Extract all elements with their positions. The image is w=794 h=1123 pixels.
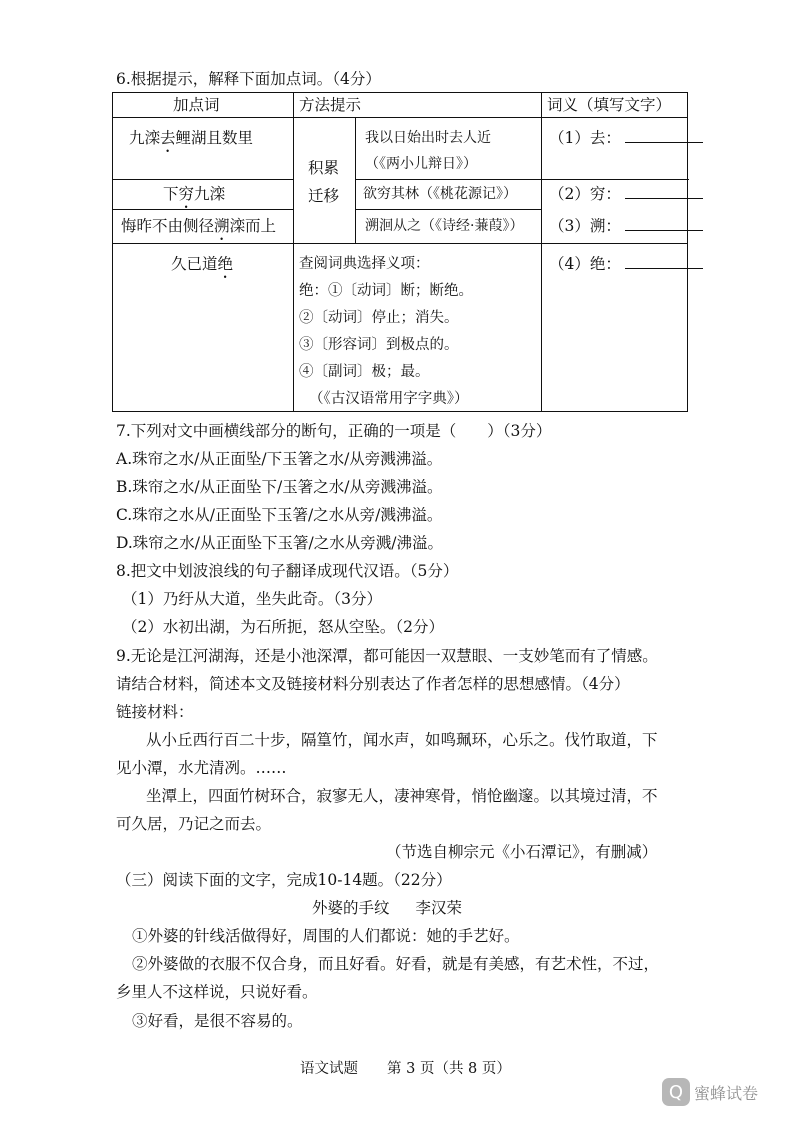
q8-item-2: （2）水初出湖，为石所扼，怒从空坠。（2分） xyxy=(122,618,444,636)
q7-option-a[interactable]: A.珠帘之水/从正面坠/下玉箸之水/从旁溅沸溢。 xyxy=(116,450,443,468)
q9-line-1: 9.无论是江河湖海，还是小池深潭，都可能因一双慧眼、一支妙笔而有了情感。 xyxy=(116,647,658,665)
article-author: 李汉荣 xyxy=(415,899,463,917)
row4-hint-line-5: ④〔副词〕极；最。 xyxy=(299,364,430,380)
q9-material-para2-b: 可久居，乃记之而去。 xyxy=(116,815,272,833)
watermark-logo xyxy=(662,1078,758,1106)
row2-phrase: 下穷九滦 xyxy=(163,185,226,203)
row2-answer: （2）穷： xyxy=(549,183,703,205)
q9-material-para1-a: 从小丘西行百二十步，隔篁竹，闻水声，如鸣珮环，心乐之。伐竹取道，下 xyxy=(146,731,658,749)
row3-phrase: 悔昨不由侧径溯滦而上 xyxy=(121,217,277,235)
answer-blank-4[interactable] xyxy=(625,254,703,269)
row1-hint-a: 我以日始出时去人近 xyxy=(365,130,491,146)
q8-item-1: （1）乃纡从大道，坐失此奇。（3分） xyxy=(122,590,382,608)
q6-table xyxy=(112,92,688,412)
row1-phrase: 九滦去鲤湖且数里 xyxy=(129,129,254,147)
row4-hint-line-4: ③〔形容词〕到极点的。 xyxy=(299,337,459,353)
article-paragraph-2-b: 乡里人不这样说，只说好看。 xyxy=(116,983,318,1001)
q7-option-d[interactable]: D.珠帘之水/从正面坠下玉箸/之水从旁溅/沸溢。 xyxy=(116,534,443,552)
q9-line-2: 请结合材料，简述本文及链接材料分别表达了作者怎样的思想感情。（4分） xyxy=(116,675,630,693)
article-paragraph-3: ③好看，是很不容易的。 xyxy=(132,1012,303,1030)
header-meaning: 词义（填写文字） xyxy=(547,96,672,114)
page-footer: 语文试题 第 3 页（共 8 页） xyxy=(300,1061,511,1077)
row4-phrase: 久已道绝 xyxy=(171,255,234,273)
method-label-accumulate: 积累 xyxy=(308,159,340,177)
answer-blank-3[interactable] xyxy=(625,216,703,231)
answer-blank-1[interactable] xyxy=(625,128,703,143)
method-label-transfer: 迁移 xyxy=(308,187,340,205)
article-title: 外婆的手纹 李汉荣 xyxy=(312,899,463,917)
row4-hint-line-3: ②〔动词〕停止；消失。 xyxy=(299,310,459,326)
logo-text: 蜜蜂试卷 xyxy=(694,1083,759,1103)
q7-title: 7.下列对文中画横线部分的断句，正确的一项是（ ）（3分） xyxy=(116,422,552,440)
section3-heading: （三）阅读下面的文字，完成10-14题。（22分） xyxy=(116,871,452,889)
answer-blank-2[interactable] xyxy=(625,184,703,199)
row4-hint-source: （《古汉语常用字字典》） xyxy=(309,391,469,407)
q9-link-label: 链接材料： xyxy=(116,703,194,721)
header-method: 方法提示 xyxy=(299,96,362,114)
header-phrase: 加点词 xyxy=(173,96,220,114)
q9-material-para1-b: 见小潭，水尤清冽。…… xyxy=(116,759,287,777)
q8-title: 8.把文中划波浪线的句子翻译成现代汉语。（5分） xyxy=(116,562,459,580)
row3-hint: 溯洄从之（《诗经·蒹葭》） xyxy=(365,218,524,234)
q9-source: （节选自柳宗元《小石潭记》，有删减） xyxy=(386,843,658,861)
q7-option-b[interactable]: B.珠帘之水/从正面坠下/玉箸之水/从旁溅沸溢。 xyxy=(116,478,443,496)
row1-hint-b: （《两小儿辩日》） xyxy=(365,156,477,172)
row4-answer: （4）绝： xyxy=(549,253,703,275)
q9-material-para2-a: 坐潭上，四面竹树环合，寂寥无人，凄神寒骨，悄怆幽邃。以其境过清，不 xyxy=(146,787,658,805)
q7-option-c[interactable]: C.珠帘之水从/正面坠下玉箸/之水从旁/溅沸溢。 xyxy=(116,506,443,524)
row4-hint-line-1: 查阅词典选择义项： xyxy=(299,256,430,272)
row4-hint-line-2: 绝：①〔动词〕断；断绝。 xyxy=(299,283,473,299)
row2-hint: 欲穷其林（《桃花源记》） xyxy=(363,186,517,202)
article-paragraph-1: ①外婆的针线活做得好，周围的人们都说：她的手艺好。 xyxy=(132,927,520,945)
q6-title: 6.根据提示，解释下面加点词。（4分） xyxy=(116,70,381,88)
row1-answer: （1）去： xyxy=(549,127,703,149)
article-paragraph-2-a: ②外婆做的衣服不仅合身，而且好看。好看，就是有美感，有艺术性，不过， xyxy=(132,955,660,973)
search-q-icon: Q xyxy=(662,1078,690,1106)
row3-answer: （3）溯： xyxy=(549,215,703,237)
